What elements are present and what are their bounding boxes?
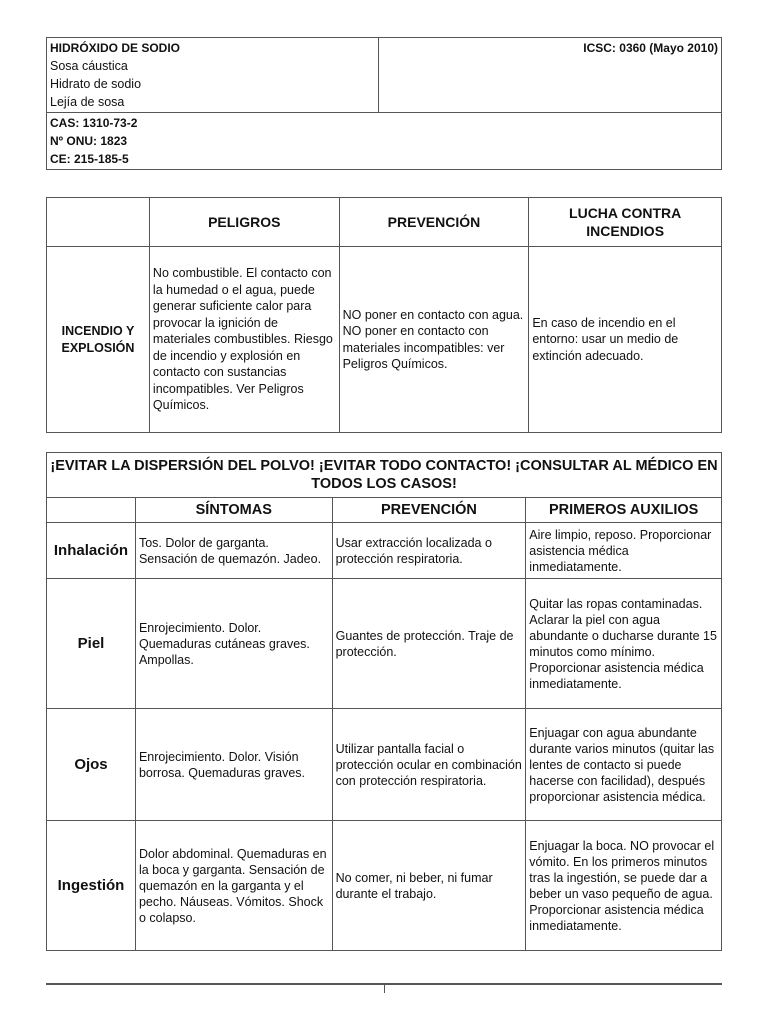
table-row — [47, 821, 722, 951]
ce-number: CE: 215-185-5 — [50, 152, 129, 166]
fire-row-label: INCENDIO Y EXPLOSIÓN — [47, 247, 150, 433]
exposure-table — [46, 452, 722, 951]
row-label-ingestion: Ingestión — [47, 821, 136, 951]
exposure-header-auxilios: PRIMEROS AUXILIOS — [526, 498, 722, 523]
cas-number: CAS: 1310-73-2 — [50, 116, 138, 130]
prevencion-cell: No comer, ni beber, ni fumar durante el trabajo. — [332, 821, 526, 951]
synonym: Sosa cáustica — [50, 59, 128, 73]
sintomas-cell: Enrojecimiento. Dolor. Quemaduras cutáneas graves. Ampollas. — [135, 579, 332, 709]
fire-header-empty — [47, 198, 150, 247]
fire-header-prevencion: PREVENCIÓN — [339, 198, 529, 247]
table-row — [47, 523, 722, 579]
auxilios-cell: Quitar las ropas contaminadas. Aclarar la piel con agua abundante o ducharse durante 15 minutos como mínimo. Proporcionar asistencia médica inmediatamente. — [526, 579, 722, 709]
next-table-edge — [46, 983, 722, 1025]
prevencion-cell: Utilizar pantalla facial o protección ocular en combinación con protección respiratoria. — [332, 709, 526, 821]
table-row — [47, 579, 722, 709]
fire-header-lucha: LUCHA CONTRA INCENDIOS — [529, 198, 722, 247]
prevencion-cell: Usar extracción localizada o protección respiratoria. — [332, 523, 526, 579]
sintomas-cell: Enrojecimiento. Dolor. Visión borrosa. Quemaduras graves. — [135, 709, 332, 821]
auxilios-cell: Enjuagar con agua abundante durante varios minutos (quitar las lentes de contacto si puede hacerse con facilidad), después proporcionar asistencia médica. — [526, 709, 722, 821]
icsc-cell — [378, 38, 721, 113]
row-label-inhalacion: Inhalación — [47, 523, 136, 579]
onu-number: Nº ONU: 1823 — [50, 134, 128, 148]
fire-explosion-table — [46, 197, 722, 433]
row-label-ojos: Ojos — [47, 709, 136, 821]
substance-name: HIDRÓXIDO DE SODIO — [50, 41, 181, 55]
fire-lucha: En caso de incendio en el entorno: usar un medio de extinción adecuado. — [529, 247, 722, 433]
fire-header-peligros: PELIGROS — [149, 198, 339, 247]
exposure-header-empty — [47, 498, 136, 523]
auxilios-cell: Aire limpio, reposo. Proporcionar asistencia médica inmediatamente. — [526, 523, 722, 579]
sintomas-cell: Tos. Dolor de garganta. Sensación de quemazón. Jadeo. — [135, 523, 332, 579]
exposure-banner: ¡EVITAR LA DISPERSIÓN DEL POLVO! ¡EVITAR TODO CONTACTO! ¡CONSULTAR AL MÉDICO EN TODOS LOS CASOS! — [47, 453, 722, 498]
fire-peligros: No combustible. El contacto con la humedad o el agua, puede generar suficiente calor para provocar la ignición de materiales combustibles. Riesgo de incendio y explosión en contacto con sustancias incompatibles. Ver Peligros Químicos. — [149, 247, 339, 433]
substance-name-cell — [47, 38, 379, 113]
fire-prevencion: NO poner en contacto con agua. NO poner en contacto con materiales incompatibles: ver Peligros Químicos. — [339, 247, 529, 433]
codes-cell — [47, 113, 722, 170]
synonym: Lejía de sosa — [50, 95, 125, 109]
prevencion-cell: Guantes de protección. Traje de protección. — [332, 579, 526, 709]
exposure-header-sintomas: SÍNTOMAS — [135, 498, 332, 523]
row-label-piel: Piel — [47, 579, 136, 709]
icsc-number: ICSC: 0360 (Mayo 2010) — [583, 41, 718, 55]
auxilios-cell: Enjuagar la boca. NO provocar el vómito. En los primeros minutos tras la ingestión, se puede dar a beber un vaso pequeño de agua. Proporcionar asistencia médica inmediatamente. — [526, 821, 722, 951]
sintomas-cell: Dolor abdominal. Quemaduras en la boca y garganta. Sensación de quemazón en la garganta y el pecho. Náuseas. Vómitos. Shock o colapso. — [135, 821, 332, 951]
next-table-divider — [384, 985, 385, 993]
synonym: Hidrato de sodio — [50, 77, 142, 91]
identification-table — [46, 37, 722, 170]
table-row — [47, 709, 722, 821]
exposure-header-prevencion: PREVENCIÓN — [332, 498, 526, 523]
